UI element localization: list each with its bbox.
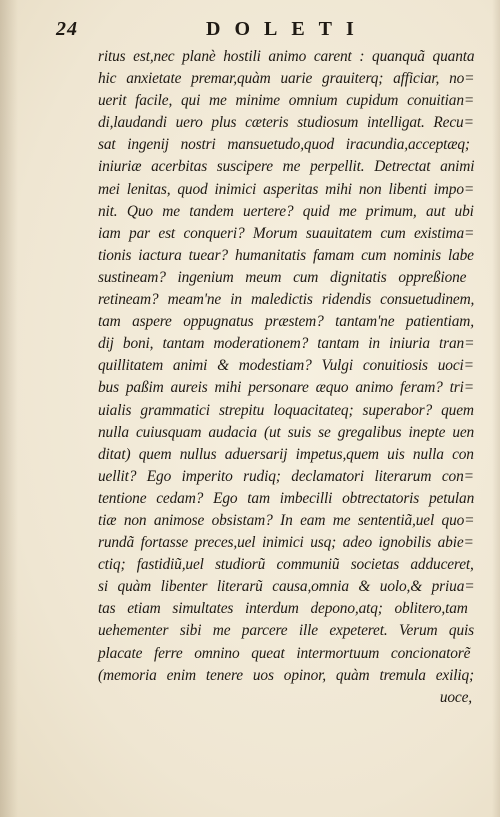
running-head: DOLETI (206, 18, 368, 40)
text-line: sustineam? ingenium meum cum dignitatis oppreßione (98, 268, 467, 286)
text-line: tam aspere oppugnatus præstem? tantam'ne patientiam, (98, 313, 474, 331)
text-line: (memoria enim tenere uos opinor, quàm tremula exiliq; (98, 666, 475, 684)
text-line: nit. Quo me tandem uertere? quid me primum, aut ubi (98, 202, 474, 220)
text-line: ritus est,nec planè hostili animo carent : quanquã quanta (98, 48, 475, 65)
text-line: quillitatem animi & modestiam? Vulgi conuitiosis uoci= (98, 357, 474, 375)
text-line: retineam? meam'ne in maledictis ridendis consuetudinem, (98, 291, 475, 309)
text-line: tas etiam simultates interdum depono,atq; oblitero,tam (98, 600, 468, 618)
text-line: nulla cuiusquam audacia (ut suis se gregalibus inepte uen (98, 423, 475, 441)
text-line: dij boni, tantam moderationem? tantam in iniuria tran= (98, 335, 475, 353)
page-header (56, 18, 471, 42)
text-line: sat ingenij nostri mansuetudo,quod iracundia,acceptæq; (98, 136, 470, 154)
text-line: di,laudandi uero plus cæteris studiosum intelligat. Recu= (98, 114, 474, 132)
text-line: ctiq; fastidiũ,uel studiorũ communiũ societas adduceret, (98, 556, 474, 574)
gutter-shadow (0, 0, 18, 817)
text-line: uehementer sibi me parcere ille expeteret. Verum quis (98, 622, 474, 640)
body-text (98, 46, 474, 709)
page-edge-shadow (492, 0, 500, 817)
text-line: si quàm libenter literarũ causa,omnia & uolo,& priua= (98, 578, 475, 596)
text-line: iam par est conqueri? Morum suauitatem cum existima= (98, 224, 475, 242)
text-line: ditat) quem nullus aduersarij impetus,quem uis nulla con (98, 445, 474, 463)
text-line: rundã fortasse preces,uel inimici usq; adeo ignobilis abie= (98, 534, 474, 552)
text-line: uialis grammatici strepitu loquacitateq; superabor? quem (98, 401, 474, 419)
page-number: 24 (56, 18, 78, 40)
text-line: uerit facile, qui me minime omnium cupidum conuitian= (98, 92, 475, 110)
text-line: uoce, (439, 688, 472, 706)
text-line: iniuriæ acerbitas suscipere me perpellit. Detrectat animi (98, 158, 475, 176)
text-line: placate ferre omnino queat intermortuum concionatorẽ (98, 644, 471, 662)
text-line: bus paßim aureis mihi personare æquo animo feram? tri= (98, 379, 475, 397)
text-line: mei lenitas, quod inimici asperitas mihi non libenti impo= (98, 180, 475, 198)
text-line: uellit? Ego imperito rudiq; declamatori literarum con= (98, 467, 474, 485)
text-line: tiæ non animose obsistam? In eam me sententiã,uel quo= (98, 511, 475, 529)
text-line: tentione cedam? Ego tam imbecilli obtrectatoris petulan (98, 489, 475, 507)
text-line: tionis iactura tuear? humanitatis famam cum nominis labe (98, 246, 474, 264)
text-line: hic anxietate premar,quàm uarie grauiterq; afficiar, no= (98, 70, 475, 88)
